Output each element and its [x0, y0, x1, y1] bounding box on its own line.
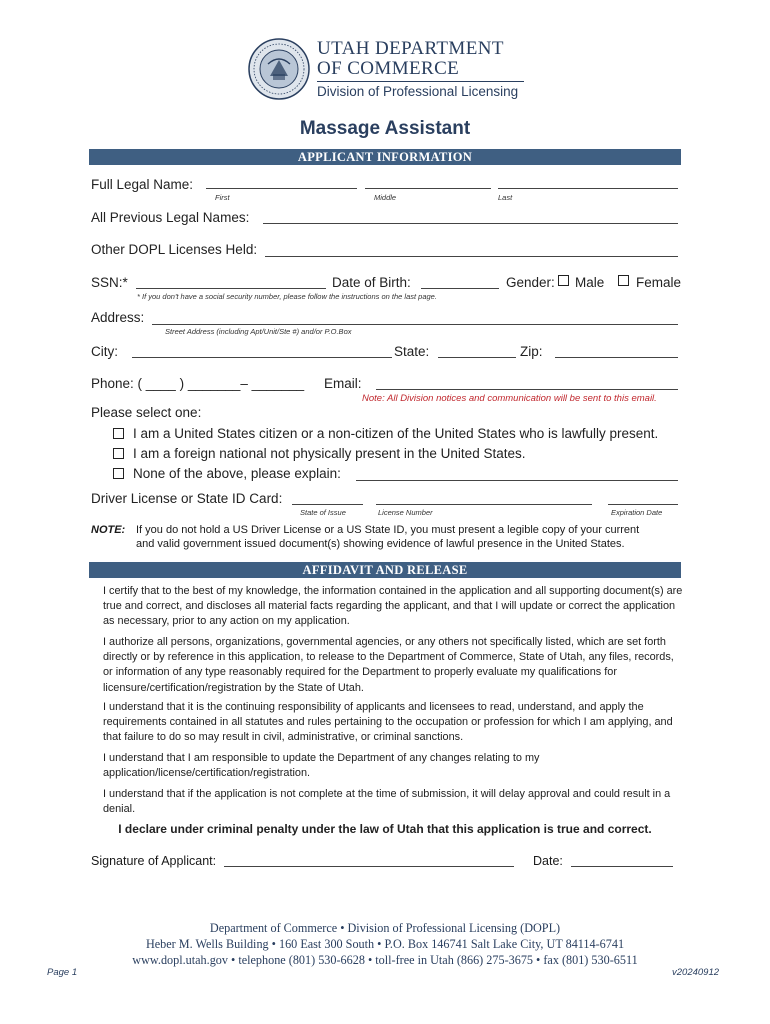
dept-name-line2: OF COMMERCE	[317, 58, 460, 79]
ssn-label: SSN:*	[91, 275, 128, 290]
footer-line-1: Department of Commerce • Division of Professional Licensing (DOPL)	[209, 921, 561, 935]
address-sublabel: Street Address (including Apt/Unit/Ste #) and/or P.O.Box	[165, 327, 352, 336]
dob-label: Date of Birth:	[332, 275, 411, 290]
department-header	[248, 36, 528, 104]
license-number-field[interactable]	[376, 504, 592, 505]
state-label: State:	[394, 344, 430, 359]
citizen-option-label: I am a United States citizen or a non-citizen of the United States who is lawfully present.	[133, 426, 659, 441]
applicant-information-heading: APPLICANT INFORMATION	[89, 149, 681, 165]
affidavit-paragraph-3: I understand that it is the continuing responsibility of applicants and licensees to read, understand, and apply the requirements contained in all statutes and rules pertaining to the occupation or profession for which I am applying, and that failure to do so may result in civil, administrative, or criminal sanctions.	[103, 701, 673, 744]
previous-names-field[interactable]	[263, 223, 678, 224]
please-select-label: Please select one:	[91, 405, 202, 420]
none-of-above-checkbox[interactable]	[113, 468, 124, 479]
city-label: City:	[91, 344, 118, 359]
declaration-statement: I declare under criminal penalty under the law of Utah that this application is true and correct.	[118, 822, 652, 836]
affidavit-paragraph-5: I understand that if the application is not complete at the time of submission, it will delay approval and could result in a denial.	[103, 788, 671, 816]
email-notice: Note: All Division notices and communication will be sent to this email.	[362, 393, 657, 404]
utah-seal-icon	[248, 38, 310, 100]
other-licenses-field[interactable]	[265, 256, 678, 257]
none-of-above-label: None of the above, please explain:	[133, 466, 341, 481]
signature-field[interactable]	[224, 866, 514, 867]
date-field[interactable]	[571, 866, 673, 867]
previous-names-label: All Previous Legal Names:	[91, 210, 250, 225]
affidavit-paragraph-1: I certify that to the best of my knowledge, the information contained in the application and all supporting document(s) are true and correct, and discloses all material facts regarding the applicant, and that I will update or correct the application as necessary, prior to any action on my application.	[103, 585, 683, 628]
female-label: Female	[636, 275, 682, 290]
page-number: Page 1	[47, 967, 78, 978]
expiration-date-sublabel: Expiration Date	[611, 508, 663, 517]
zip-label: Zip:	[520, 344, 543, 359]
last-sublabel: Last	[498, 193, 513, 202]
other-licenses-label: Other DOPL Licenses Held:	[91, 242, 258, 257]
email-label: Email:	[324, 376, 362, 391]
address-label: Address:	[91, 310, 145, 325]
note-line-1: If you do not hold a US Driver License or a US State ID, you must present a legible copy of your current	[136, 524, 640, 536]
zip-field[interactable]	[555, 357, 678, 358]
middle-sublabel: Middle	[374, 193, 397, 202]
affidavit-paragraph-2: I authorize all persons, organizations, governmental agencies, or any others not specifically listed, which are set forth directly or by reference in this application, to release to the Department of Commerce, State of Utah, any files, records, or information of any type reasonably required for the Department to properly evaluate my qualifications for licensure/certification/registration by the State of Utah.	[103, 636, 674, 694]
city-field[interactable]	[132, 357, 392, 358]
email-field[interactable]	[376, 389, 678, 390]
full-legal-name-label: Full Legal Name:	[91, 177, 194, 192]
header-divider	[317, 81, 524, 82]
footer-line-2: Heber M. Wells Building • 160 East 300 South • P.O. Box 146741 Salt Lake City, UT 84114-6741	[145, 937, 625, 951]
male-label: Male	[575, 275, 605, 290]
expiration-date-field[interactable]	[608, 504, 678, 505]
footer-line-3: www.dopl.utah.gov • telephone (801) 530-6628 • toll-free in Utah (866) 275-3675 • fax (801) 530-6511	[132, 953, 638, 967]
signature-label: Signature of Applicant:	[91, 854, 217, 868]
state-field[interactable]	[438, 357, 516, 358]
division-name: Division of Professional Licensing	[317, 84, 519, 99]
affidavit-heading: AFFIDAVIT AND RELEASE	[89, 562, 681, 578]
foreign-national-checkbox[interactable]	[113, 448, 124, 459]
gender-label: Gender:	[506, 275, 555, 290]
form-version: v20240912	[672, 967, 720, 978]
first-name-field[interactable]	[206, 188, 357, 189]
dob-field[interactable]	[421, 288, 499, 289]
page-title: Massage Assistant	[299, 118, 471, 139]
driver-license-label: Driver License or State ID Card:	[91, 491, 283, 506]
foreign-national-option-label: I am a foreign national not physically present in the United States.	[133, 446, 526, 461]
state-of-issue-field[interactable]	[292, 504, 363, 505]
note-line-2: and valid government issued document(s) showing evidence of lawful presence in the United States.	[136, 538, 625, 550]
last-name-field[interactable]	[498, 188, 678, 189]
middle-name-field[interactable]	[365, 188, 491, 189]
dept-name-line1: UTAH DEPARTMENT	[317, 38, 504, 59]
date-label: Date:	[533, 854, 563, 868]
phone-label[interactable]: Phone: ( ____ ) _______– _______	[91, 376, 305, 391]
ssn-field[interactable]	[136, 288, 326, 289]
female-checkbox[interactable]	[618, 275, 629, 286]
first-sublabel: First	[215, 193, 230, 202]
address-field[interactable]	[152, 324, 678, 325]
affidavit-paragraph-4: I understand that I am responsible to update the Department of any changes relating to my application/license/certification/registration.	[103, 752, 540, 780]
male-checkbox[interactable]	[558, 275, 569, 286]
citizen-checkbox[interactable]	[113, 428, 124, 439]
license-number-sublabel: License Number	[378, 508, 433, 517]
state-of-issue-sublabel: State of Issue	[300, 508, 346, 517]
ssn-instructions-note: * If you don't have a social security number, please follow the instructions on the last page.	[137, 292, 437, 301]
explain-field[interactable]	[356, 480, 678, 481]
note-label: NOTE:	[91, 524, 126, 536]
